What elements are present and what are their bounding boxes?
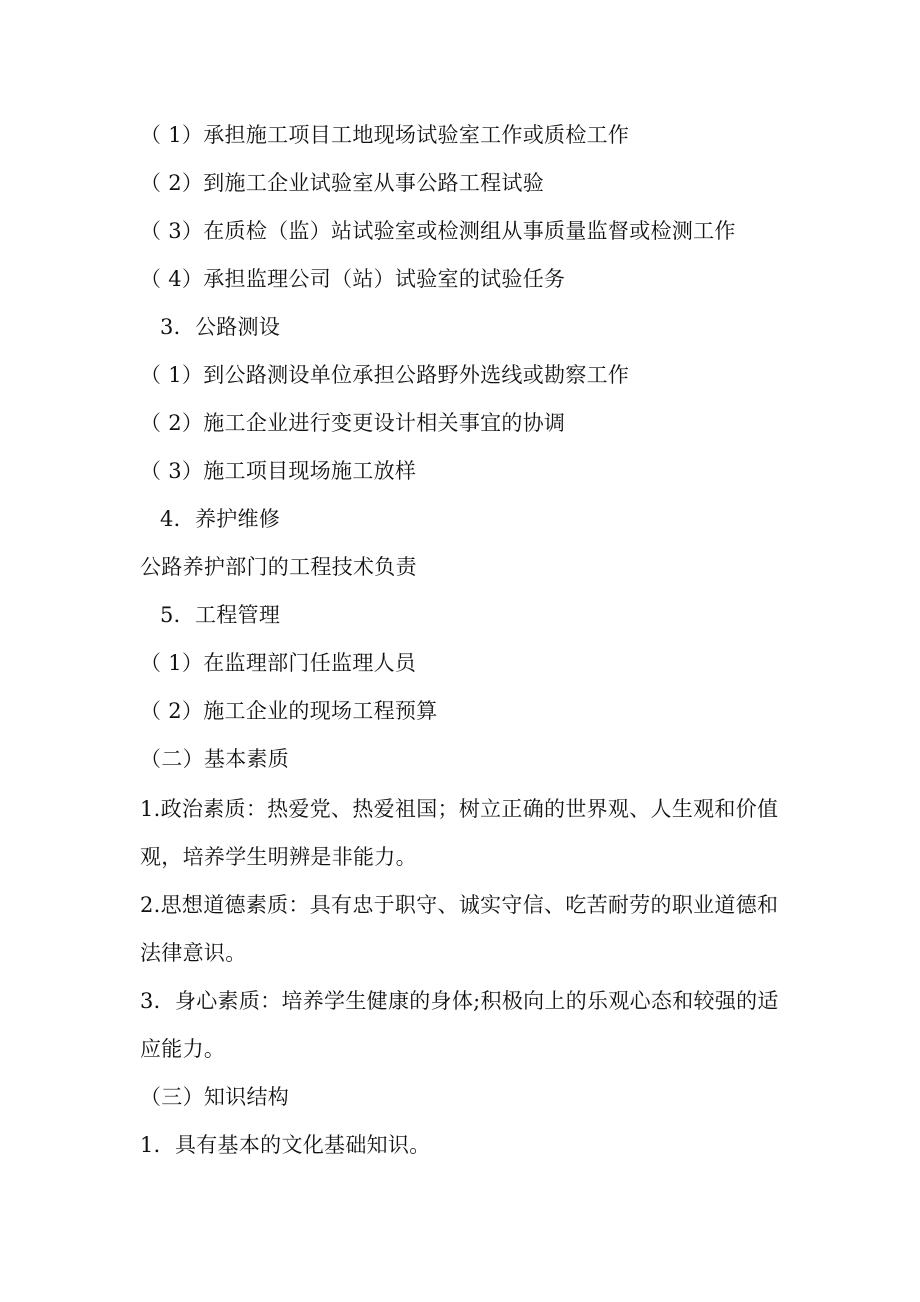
paragraph-line: 3．身心素质：培养学生健康的身体;积极向上的乐观心态和较强的适 xyxy=(140,989,779,1013)
paragraph-line: 1．具有基本的文化基础知识。 xyxy=(140,1133,431,1157)
paragraph-line: 1.政治素质：热爱党、热爱祖国；树立正确的世界观、人生观和价值 xyxy=(140,797,779,821)
paragraph-line: （ 2）施工企业进行变更设计相关事宜的协调 xyxy=(140,411,566,435)
paragraph-line: 公路养护部门的工程技术负责 xyxy=(140,555,417,579)
section-heading: 5．工程管理 xyxy=(160,603,281,627)
paragraph-line: （ 3）施工项目现场施工放样 xyxy=(140,459,417,483)
paragraph-line: 2.思想道德素质：具有忠于职守、诚实守信、吃苦耐劳的职业道德和 xyxy=(140,893,779,917)
paragraph-line: 法律意识。 xyxy=(140,941,247,965)
paragraph-line: （ 4）承担监理公司（站）试验室的试验任务 xyxy=(140,267,566,291)
paragraph-line: （ 2）到施工企业试验室从事公路工程试验 xyxy=(140,171,545,195)
paragraph-line: （ 1）到公路测设单位承担公路野外选线或勘察工作 xyxy=(140,363,630,387)
section-heading: （二）基本素质 xyxy=(140,747,290,771)
section-heading: （三）知识结构 xyxy=(140,1085,290,1109)
paragraph-line: （ 1）承担施工项目工地现场试验室工作或质检工作 xyxy=(140,123,630,147)
section-heading: 3．公路测设 xyxy=(160,315,281,339)
section-heading: 4．养护维修 xyxy=(160,507,281,531)
paragraph-line: 观，培养学生明辨是非能力。 xyxy=(140,845,417,869)
paragraph-line: （ 2）施工企业的现场工程预算 xyxy=(140,699,438,723)
paragraph-line: 应能力。 xyxy=(140,1037,226,1061)
paragraph-line: （ 1）在监理部门任监理人员 xyxy=(140,651,417,675)
paragraph-line: （ 3）在质检（监）站试验室或检测组从事质量监督或检测工作 xyxy=(140,219,736,243)
